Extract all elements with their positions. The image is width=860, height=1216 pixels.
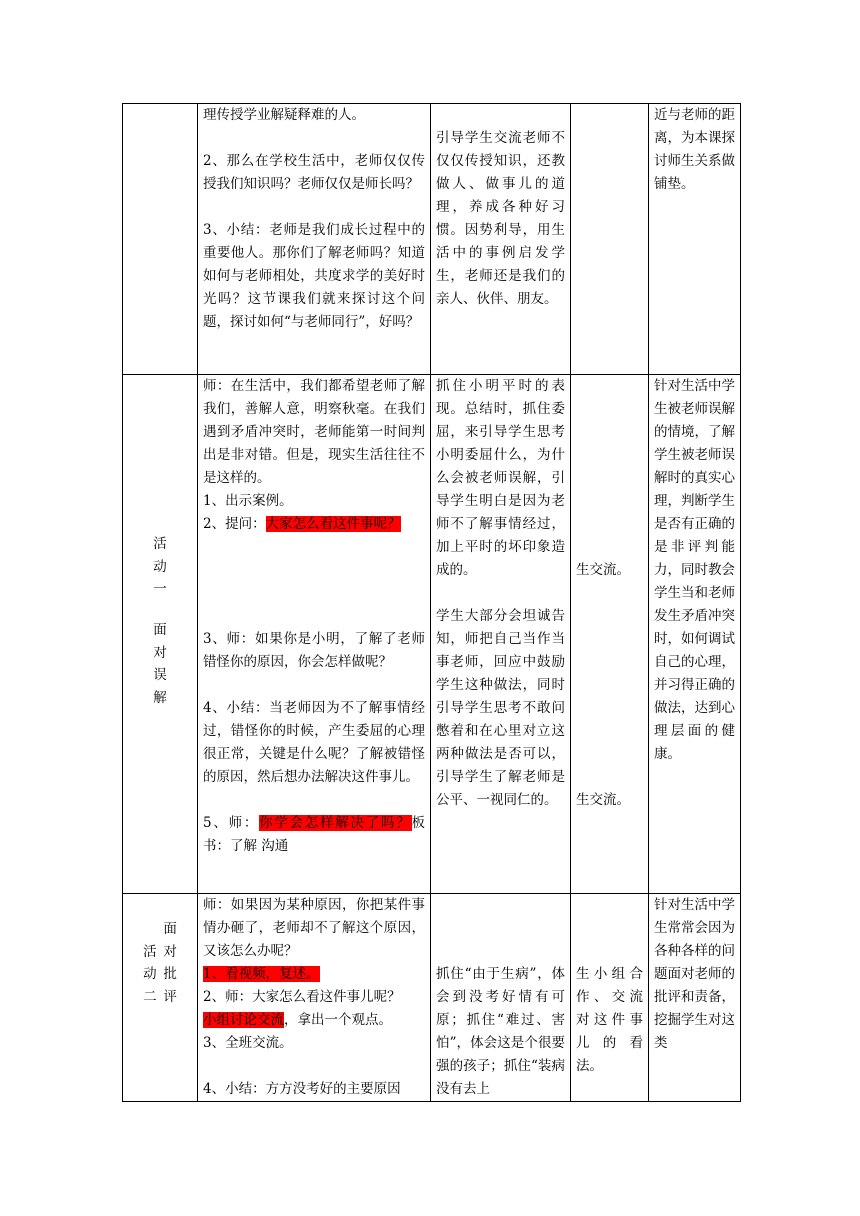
stage-subtitle: 面对误解 — [153, 622, 167, 706]
highlight-question: 你学会怎样解决了吗？ — [259, 815, 412, 831]
method-cell — [431, 894, 571, 1102]
intent-text: 近与老师的距离，为本课探讨师生关系做铺垫。 — [654, 107, 735, 192]
teacher-activity-cell — [198, 375, 431, 894]
student-activity-cell — [571, 375, 649, 894]
teacher-text: 理传授学业解疑释难的人。 — [203, 107, 365, 123]
teacher-text: 2、师：大家怎么看这件事儿呢？ — [203, 989, 401, 1005]
highlight-question: 大家怎么看这件事呢？ — [265, 516, 401, 532]
method-cell — [431, 104, 571, 375]
stage-cell — [123, 894, 198, 1102]
design-intent-cell — [649, 375, 741, 894]
teacher-text: 3、小结：老师是我们成长过程中的重要他人。那你们了解老师吗？知道如何与老师相处，共度求学的美好时光吗？这节课我们就来探讨这个问题，探讨如何“与老师同行”，好吗？ — [203, 222, 425, 330]
stage-cell — [123, 104, 198, 375]
table-row — [123, 894, 741, 1102]
table-row — [123, 104, 741, 375]
table-row — [123, 375, 741, 894]
stage-subtitle: 面对批评 — [163, 921, 177, 1005]
design-intent-cell — [649, 104, 741, 375]
student-text: 生小组合作、交流对这件事儿的看法。 — [576, 966, 643, 1074]
highlight-step: 1、看视频，复述。 — [203, 966, 320, 982]
intent-text: 针对生活中学生常常会因为各种各样的问题面对老师的批评和责备，挖掘学生对这类 — [654, 897, 735, 1051]
method-text: 引导学生交流老师不仅仅传授知识，还教做人、做事儿的道理，养成各种好习惯。因势利导，用生活中的事例启发学生，老师还是我们的亲人、伙伴、朋友。 — [436, 130, 565, 307]
student-text: 生交流。 — [576, 562, 630, 578]
teacher-activity-cell — [198, 894, 431, 1102]
method-cell — [431, 375, 571, 894]
teacher-text: 1、出示案例。 — [203, 493, 293, 509]
teacher-text — [203, 963, 425, 986]
method-text: 抓住小明平时的表现。总结时，抓住委屈，来引导学生思考小明委屈什么，为什么会被老师误解，引导学生明白是因为老师不了解事情经过，加上平时的坏印象造成的。 — [436, 378, 565, 578]
student-text: 生交流。 — [576, 792, 630, 808]
teacher-text: 师：如果因为某种原因，你把某件事情办砸了，老师却不了解这个原因，又该怎么办呢？ — [203, 897, 425, 959]
teacher-text: 师：在生活中，我们都希望老师了解我们，善解人意，明察秋毫。在我们遇到矛盾冲突时，老师能第一时间判出是非对错。但是，现实生活往往不是这样的。 — [203, 378, 425, 486]
lesson-plan-table — [122, 103, 741, 1102]
student-activity-cell — [571, 894, 649, 1102]
spacer — [436, 104, 565, 127]
student-activity-cell — [571, 104, 649, 375]
highlight-step: 小组讨论交流 — [203, 1012, 284, 1028]
method-text: 学生大部分会坦诚告知，师把自己当作当事老师，回应中鼓励学生这种做法，同时引导学生思考不敢问憋着和在心里对立这两种做法是否可以，引导学生了解老师是公平、一视同仁的。 — [436, 608, 565, 808]
design-intent-cell — [649, 894, 741, 1102]
teacher-text: 2、提问：大家怎么看这件事呢？ — [203, 516, 401, 532]
spacer — [203, 196, 425, 219]
teacher-activity-cell — [198, 104, 431, 375]
teacher-text: 4、小结：方方没考好的主要原因 — [203, 1081, 401, 1097]
stage-cell — [123, 375, 198, 894]
intent-text: 针对生活中学生被老师误解的情境，了解学生被老师误解时的真实心理，判断学生是否有正确的是非评判能力，同时教会学生当和老师发生矛盾冲突时，如何调试自己的心理，并习得正确的做法，达到心理层面的健康。 — [654, 378, 735, 762]
stage-title: 活动二 — [143, 943, 157, 1005]
spacer — [203, 127, 425, 150]
stage-title: 活动一 — [153, 536, 167, 597]
teacher-text: 小组讨论交流，拿出一个观点。 — [203, 1012, 392, 1028]
teacher-text: 2、那么在学校生活中，老师仅仅传授我们知识吗？老师仅仅是师长吗？ — [203, 153, 425, 192]
teacher-text: 3、全班交流。 — [203, 1035, 293, 1051]
teacher-text: 4、小结：当老师因为不了解事情经过，错怪你的时候，产生委屈的心理很正常，关键是什么呢？了解被错怪的原因，然后想办法解决这件事儿。 — [203, 700, 425, 785]
teacher-text: 3、师：如果你是小明，了解了老师错怪你的原因，你会怎样做呢？ — [203, 631, 425, 670]
teacher-text: 5、师：你学会怎样解决了吗？板书：了解 沟通 — [203, 815, 425, 854]
method-text: 抓住“由于生病”，体会到没考好情有可原；抓住“难过、害怕”，体会这是个很要强的孩子；抓住“装病没有去上 — [436, 966, 565, 1097]
